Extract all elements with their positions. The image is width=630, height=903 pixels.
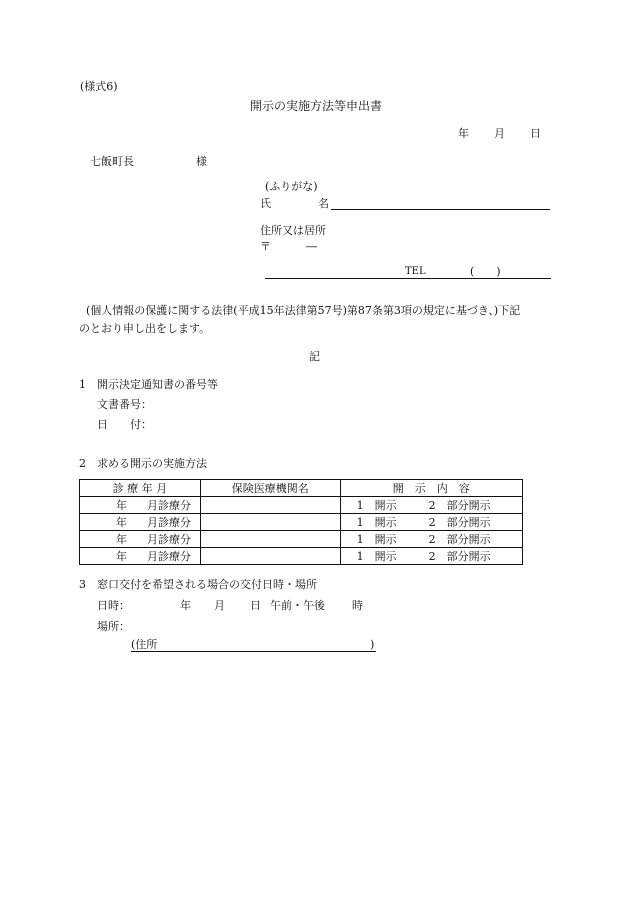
doc-date-label: 日 付： — [97, 418, 152, 431]
delivery-datetime-label: 日時： — [97, 599, 130, 612]
option-partial-disclose[interactable]: 2 部分開示 — [428, 516, 491, 529]
table-header-row — [80, 480, 523, 497]
option-partial-disclose[interactable]: 2 部分開示 — [428, 499, 491, 512]
cell-consult-month[interactable]: 年 月診療分 — [80, 497, 201, 514]
tel-paren: ( ) — [470, 265, 501, 278]
name-label-1: 氏 — [260, 197, 271, 210]
cell-disclosure-content[interactable] — [340, 548, 522, 565]
option-disclose[interactable]: 1 開示 — [356, 516, 397, 529]
table-row — [80, 548, 523, 565]
column-header-institution: 保険医療機関名 — [200, 480, 340, 497]
cell-institution[interactable] — [200, 497, 340, 514]
date-day-label: 日 — [530, 127, 541, 140]
cell-disclosure-content[interactable] — [340, 497, 522, 514]
place-address-close: ) — [370, 638, 375, 651]
page-title: 開示の実施方法等申出書 — [250, 99, 383, 113]
name-label-2: 名 — [318, 197, 329, 210]
disclosure-method-table — [79, 479, 523, 565]
ki-label: 記 — [309, 350, 320, 363]
tel-label: TEL — [405, 266, 426, 277]
delivery-day-label: 日 — [250, 599, 261, 612]
table-row — [80, 497, 523, 514]
delivery-place-label: 場所： — [97, 620, 130, 633]
doc-number-label: 文書番号： — [97, 398, 152, 411]
addressee-suffix: 様 — [196, 155, 207, 168]
date-year-label: 年 — [458, 127, 469, 140]
preamble-line-1: (個人情報の保護に関する法律(平成15年法律第57号)第87条第3項の規定に基づき、)下記 — [86, 304, 521, 317]
place-address-field[interactable] — [131, 651, 376, 652]
furigana-label: (ふりがな) — [265, 180, 318, 193]
addressee-name: 七飯町長 — [90, 155, 134, 168]
postal-mark: 〒 — [260, 240, 271, 253]
cell-consult-month[interactable]: 年 月診療分 — [80, 548, 201, 565]
section1-heading: 1 開示決定通知書の番号等 — [79, 378, 218, 391]
date-month-label: 月 — [494, 127, 505, 140]
delivery-month-label: 月 — [214, 599, 225, 612]
column-header-month: 診 療 年 月 — [80, 480, 201, 497]
section2-heading: 2 求める開示の実施方法 — [79, 457, 207, 470]
delivery-ampm-label: 午前・午後 — [270, 599, 325, 612]
delivery-year-label: 年 — [180, 599, 191, 612]
option-disclose[interactable]: 1 開示 — [356, 533, 397, 546]
cell-institution[interactable] — [200, 531, 340, 548]
option-partial-disclose[interactable]: 2 部分開示 — [428, 533, 491, 546]
preamble-line-2: のとおり申し出をします。 — [79, 322, 211, 335]
table-row — [80, 514, 523, 531]
column-header-content: 開 示 内 容 — [340, 480, 522, 497]
cell-consult-month[interactable]: 年 月診療分 — [80, 531, 201, 548]
address-field[interactable] — [265, 278, 551, 279]
cell-disclosure-content[interactable] — [340, 531, 522, 548]
option-disclose[interactable]: 1 開示 — [356, 550, 397, 563]
cell-consult-month[interactable]: 年 月診療分 — [80, 514, 201, 531]
postal-dash: ― — [306, 240, 317, 253]
cell-institution[interactable] — [200, 514, 340, 531]
name-field[interactable] — [331, 209, 550, 210]
cell-institution[interactable] — [200, 548, 340, 565]
cell-disclosure-content[interactable] — [340, 514, 522, 531]
place-address-open: (住所 — [131, 638, 158, 651]
form-number: (様式6) — [80, 80, 118, 93]
delivery-hour-label: 時 — [352, 599, 363, 612]
option-disclose[interactable]: 1 開示 — [356, 499, 397, 512]
table-row — [80, 531, 523, 548]
address-label: 住所又は居所 — [260, 224, 326, 237]
option-partial-disclose[interactable]: 2 部分開示 — [428, 550, 491, 563]
section3-heading: 3 窓口交付を希望される場合の交付日時・場所 — [79, 578, 317, 591]
